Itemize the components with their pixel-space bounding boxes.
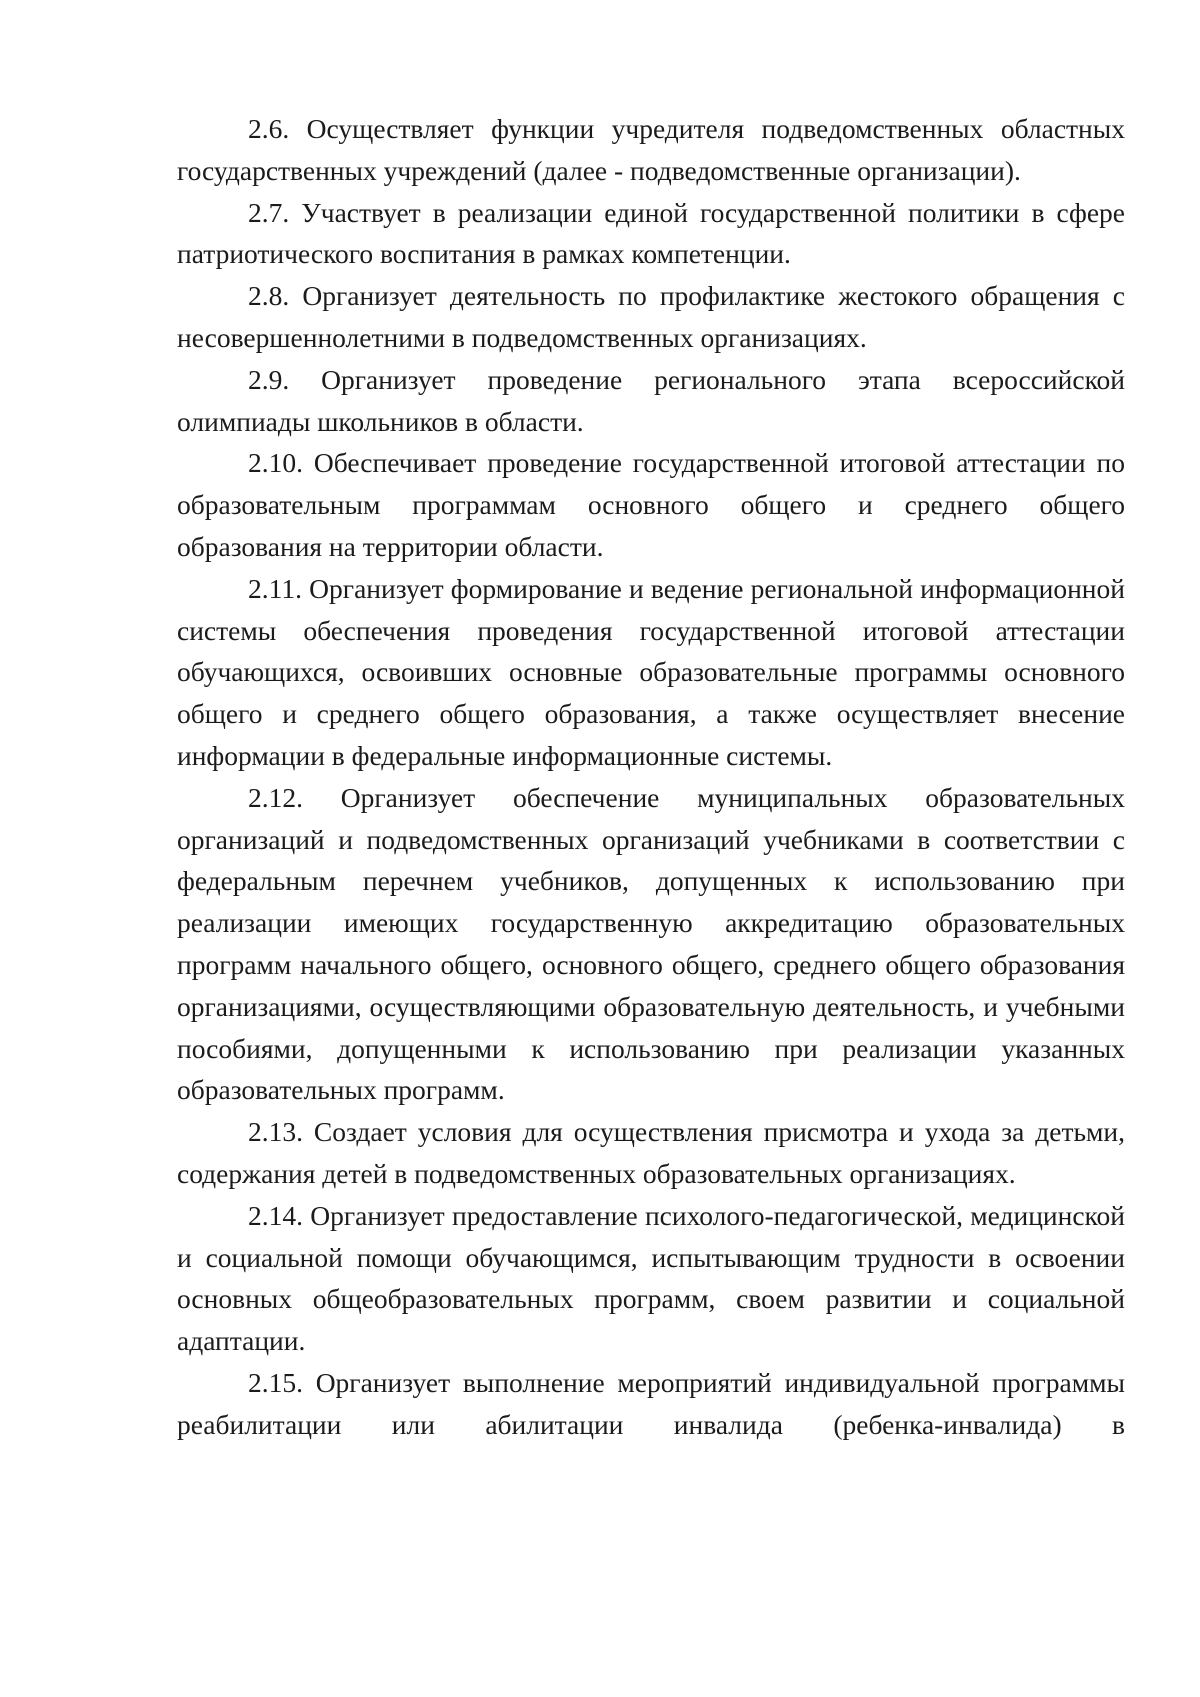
paragraph-2-14: 2.14. Организует предоставление психолого-педагогической, медицинской и социальной помощи обучающимся, испытывающим трудности в освоении основных общеобразовательных программ, своем развитии и социальной адаптации. (177, 1199, 1125, 1357)
paragraph-2-11: 2.11. Организует формирование и ведение региональной информационной системы обеспечения проведения государственной итоговой аттестации обучающихся, освоивших основные образовательные программы основного общего и среднего общего образования, а также осуществляет внесение информации в федеральные информационные системы. (177, 572, 1125, 771)
paragraph-2-12: 2.12. Организует обеспечение муниципальных образовательных организаций и подведомственных организаций учебниками в соответствии с федеральным перечнем учебников, допущенных к использованию при реализации имеющих государственную аккредитацию образовательных программ начального общего, основного общего, среднего общего образования организациями, осуществляющими образовательную деятельность, и учебными пособиями, допущенными к использованию при реализации указанных образовательных программ. (177, 781, 1125, 1106)
paragraph-2-13: 2.13. Создает условия для осуществления присмотра и ухода за детьми, содержания детей в подведомственных образовательных организациях. (177, 1116, 1125, 1189)
paragraph-2-6: 2.6. Осуществляет функции учредителя подведомственных областных государственных учреждений (далее - подведомственные организации). (177, 113, 1125, 186)
document-body (177, 108, 1125, 1446)
paragraph-2-9: 2.9. Организует проведение регионального этапа всероссийской олимпиады школьников в области. (177, 363, 1125, 437)
paragraph-2-10: 2.10. Обеспечивает проведение государственной итоговой аттестации по образовательным программам основного общего и среднего общего образования на территории области. (177, 447, 1125, 562)
paragraph-2-15: 2.15. Организует выполнение мероприятий индивидуальной программы реабилитации или абилитации инвалида (ребенка-инвалида) в (177, 1366, 1125, 1440)
paragraph-2-8: 2.8. Организует деятельность по профилактике жестокого обращения с несовершеннолетними в подведомственных организациях. (177, 280, 1125, 353)
paragraph-2-7: 2.7. Участвует в реализации единой государственной политики в сфере патриотического воспитания в рамках компетенции. (177, 196, 1125, 270)
